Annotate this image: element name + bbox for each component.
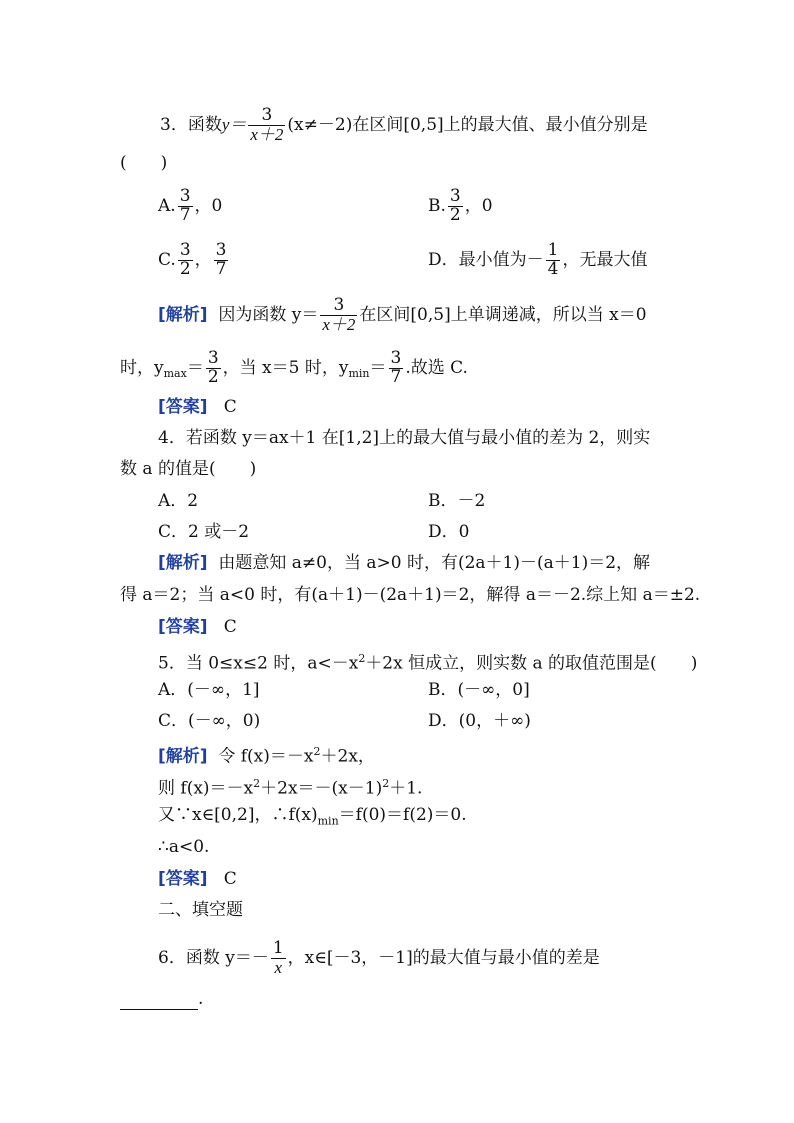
q3-opt-a-label: A. [158, 195, 176, 216]
q4-analysis-1: 由题意知 a≠0，当 a>0 时，有(2a＋1)－(a＋1)＝2，解 [218, 553, 651, 573]
q5-stem [158, 648, 697, 675]
q3-option-d [428, 242, 647, 279]
q3-fraction [248, 107, 285, 144]
q4-answer-tag: [答案] [158, 617, 208, 637]
q3-stem [160, 107, 648, 144]
q5-analysis-line3 [158, 804, 467, 832]
section-title: 二、填空题 [158, 900, 243, 920]
q4-option-c: C．2 或－2 [158, 522, 250, 542]
q3-analysis-frac-num: 3 [320, 297, 357, 316]
q5-answer-value: C [223, 869, 237, 889]
q3-cond: (x≠－2) [287, 114, 353, 135]
q3-analysis-f2d: 7 [390, 366, 402, 387]
q4-option-a: A．2 [158, 491, 199, 511]
q5-analysis-1b: ＋2x， [320, 746, 375, 767]
q3-opt-a-rest: ，0 [194, 195, 223, 216]
q5-analysis-2-sup1: 2 [253, 777, 261, 790]
q3-analysis-1a: 因为函数 y＝ [218, 304, 319, 325]
q6-frac-num: 1 [272, 938, 284, 958]
q5-analysis-2a: 则 f(x)＝－x [158, 778, 254, 799]
q5-stem-1b: ＋2x 恒成立，则实数 a 的取值范围是( ) [365, 653, 698, 674]
q6-prefix: 6．函数 y＝－ [158, 947, 269, 968]
q3-opt-b-frac [448, 188, 463, 225]
q3-analysis-frac-den: x＋2 [322, 314, 356, 334]
q5-option-d: D．(0，＋∞) [428, 711, 531, 731]
q6-fraction [271, 940, 286, 977]
q5-analysis-1-sup: 2 [313, 745, 321, 758]
q3-opt-a-num: 3 [179, 186, 191, 206]
q3-opt-a-frac [178, 188, 193, 225]
q3-option-b [428, 188, 493, 225]
q3-analysis-2e: .故选 C. [405, 357, 468, 378]
q3-opt-b-label: B. [428, 195, 446, 216]
q3-opt-c-sep: ， [194, 249, 212, 270]
q5-analysis-line4: ∴a<0. [158, 837, 210, 857]
q3-option-c [158, 242, 230, 279]
q3-analysis-1b: 在区间[0,5]上单调递减，所以当 x＝0 [359, 304, 647, 325]
q5-analysis-3-sub: min [317, 814, 339, 828]
q3-opt-c-den1: 2 [179, 258, 191, 279]
q3-analysis-sub-min: min [348, 367, 370, 381]
q4-stem-line2: 数 a 的值是( ) [120, 459, 257, 479]
q6-answer-line [120, 988, 203, 1010]
q3-opt-d-den: 4 [547, 258, 559, 279]
q3-stem-suffix: 在区间[0,5]上的最大值、最小值分别是 [352, 114, 648, 135]
q3-opt-c-den2: 7 [215, 258, 227, 279]
q3-analysis-f1n: 3 [207, 348, 219, 368]
q3-analysis-2a: 时，y [120, 357, 164, 378]
q3-number: 3． [160, 114, 188, 135]
q3-analysis-f2n: 3 [390, 348, 402, 368]
q3-answer [158, 396, 237, 418]
q6-end: . [198, 989, 204, 1009]
q3-analysis-2d: ＝ [369, 357, 387, 378]
q4-option-b: B．－2 [428, 491, 486, 511]
q3-analysis-frac [320, 297, 357, 334]
q3-func-lhs: y＝ [221, 114, 247, 134]
q3-opt-d-rest: ，无最大值 [562, 249, 648, 270]
q4-analysis-line1 [158, 552, 650, 574]
q5-analysis-line1 [158, 741, 375, 768]
q5-option-c: C．(－∞，0) [158, 711, 261, 731]
q5-analysis-3a: 又∵x∈[0,2]，∴f(x) [158, 805, 318, 825]
q5-stem-1a: 5．当 0≤x≤2 时，a<－x [158, 653, 359, 674]
q3-opt-b-rest: ，0 [464, 195, 493, 216]
q5-analysis-line2 [158, 773, 422, 800]
q5-option-b: B．(－∞，0] [428, 680, 530, 700]
q6-answer-blank[interactable] [120, 991, 198, 1010]
q4-option-d: D．0 [428, 522, 470, 542]
q3-frac-den: x＋2 [250, 124, 284, 144]
q4-answer [158, 616, 237, 638]
q3-stem-prefix: 函数 [187, 114, 222, 135]
q6-suffix: ，x∈[－3，－1]的最大值与最小值的差是 [287, 947, 600, 968]
q3-opt-d-num: 1 [547, 240, 559, 260]
q3-opt-c-num1: 3 [179, 240, 191, 260]
q5-analysis-2-sup2: 2 [382, 777, 390, 790]
q3-opt-d-label: D．最小值为－ [428, 249, 544, 270]
q3-opt-c-num2: 3 [215, 240, 227, 260]
q3-frac-num: 3 [248, 107, 285, 126]
q3-analysis-2b: ＝ [186, 357, 204, 378]
q5-analysis-1a: 令 f(x)＝－x [218, 746, 314, 767]
q5-analysis-tag: [解析] [158, 746, 208, 767]
q3-opt-c-frac2 [214, 242, 229, 279]
q3-analysis-2c: ，当 x＝5 时，y [222, 357, 349, 378]
q3-paren: ( ) [120, 153, 168, 173]
q3-opt-a-den: 7 [179, 204, 191, 225]
q3-answer-tag: [答案] [158, 397, 208, 417]
q4-analysis-line2: 得 a＝2；当 a<0 时，有(a＋1)－(2a＋1)＝2，解得 a＝－2.综上知 a＝±2. [120, 585, 701, 605]
q5-option-a: A．(－∞，1] [158, 680, 260, 700]
q6-stem [158, 940, 600, 977]
q4-analysis-tag: [解析] [158, 553, 208, 573]
q3-analysis-frac2 [206, 350, 221, 387]
q4-stem-line1: 4．若函数 y＝ax＋1 在[1,2]上的最大值与最小值的差为 2，则实 [158, 428, 651, 448]
q5-analysis-2b: ＋2x＝－(x－1) [260, 778, 383, 799]
q5-answer-tag: [答案] [158, 869, 208, 889]
q3-analysis-sub-max: max [163, 367, 187, 381]
q5-answer [158, 868, 237, 890]
q3-opt-c-frac1 [178, 242, 193, 279]
q3-opt-d-frac [546, 242, 561, 279]
q3-opt-b-den: 2 [449, 204, 461, 225]
q5-analysis-3b: ＝f(0)＝f(2)＝0. [338, 805, 467, 825]
q3-analysis-f1d: 2 [207, 366, 219, 387]
q4-answer-value: C [223, 617, 237, 637]
q3-option-a [158, 188, 222, 225]
q3-opt-c-label: C. [158, 249, 176, 270]
q5-stem-sup: 2 [358, 652, 366, 665]
q3-answer-value: C [223, 397, 237, 417]
q3-opt-b-num: 3 [449, 186, 461, 206]
q3-analysis-tag: [解析] [158, 304, 208, 325]
q3-analysis-line2 [120, 350, 468, 387]
q3-analysis-frac3 [389, 350, 404, 387]
q6-frac-den: x [274, 957, 283, 977]
q3-analysis-line1 [158, 297, 647, 334]
q5-analysis-2c: ＋1. [389, 778, 423, 799]
